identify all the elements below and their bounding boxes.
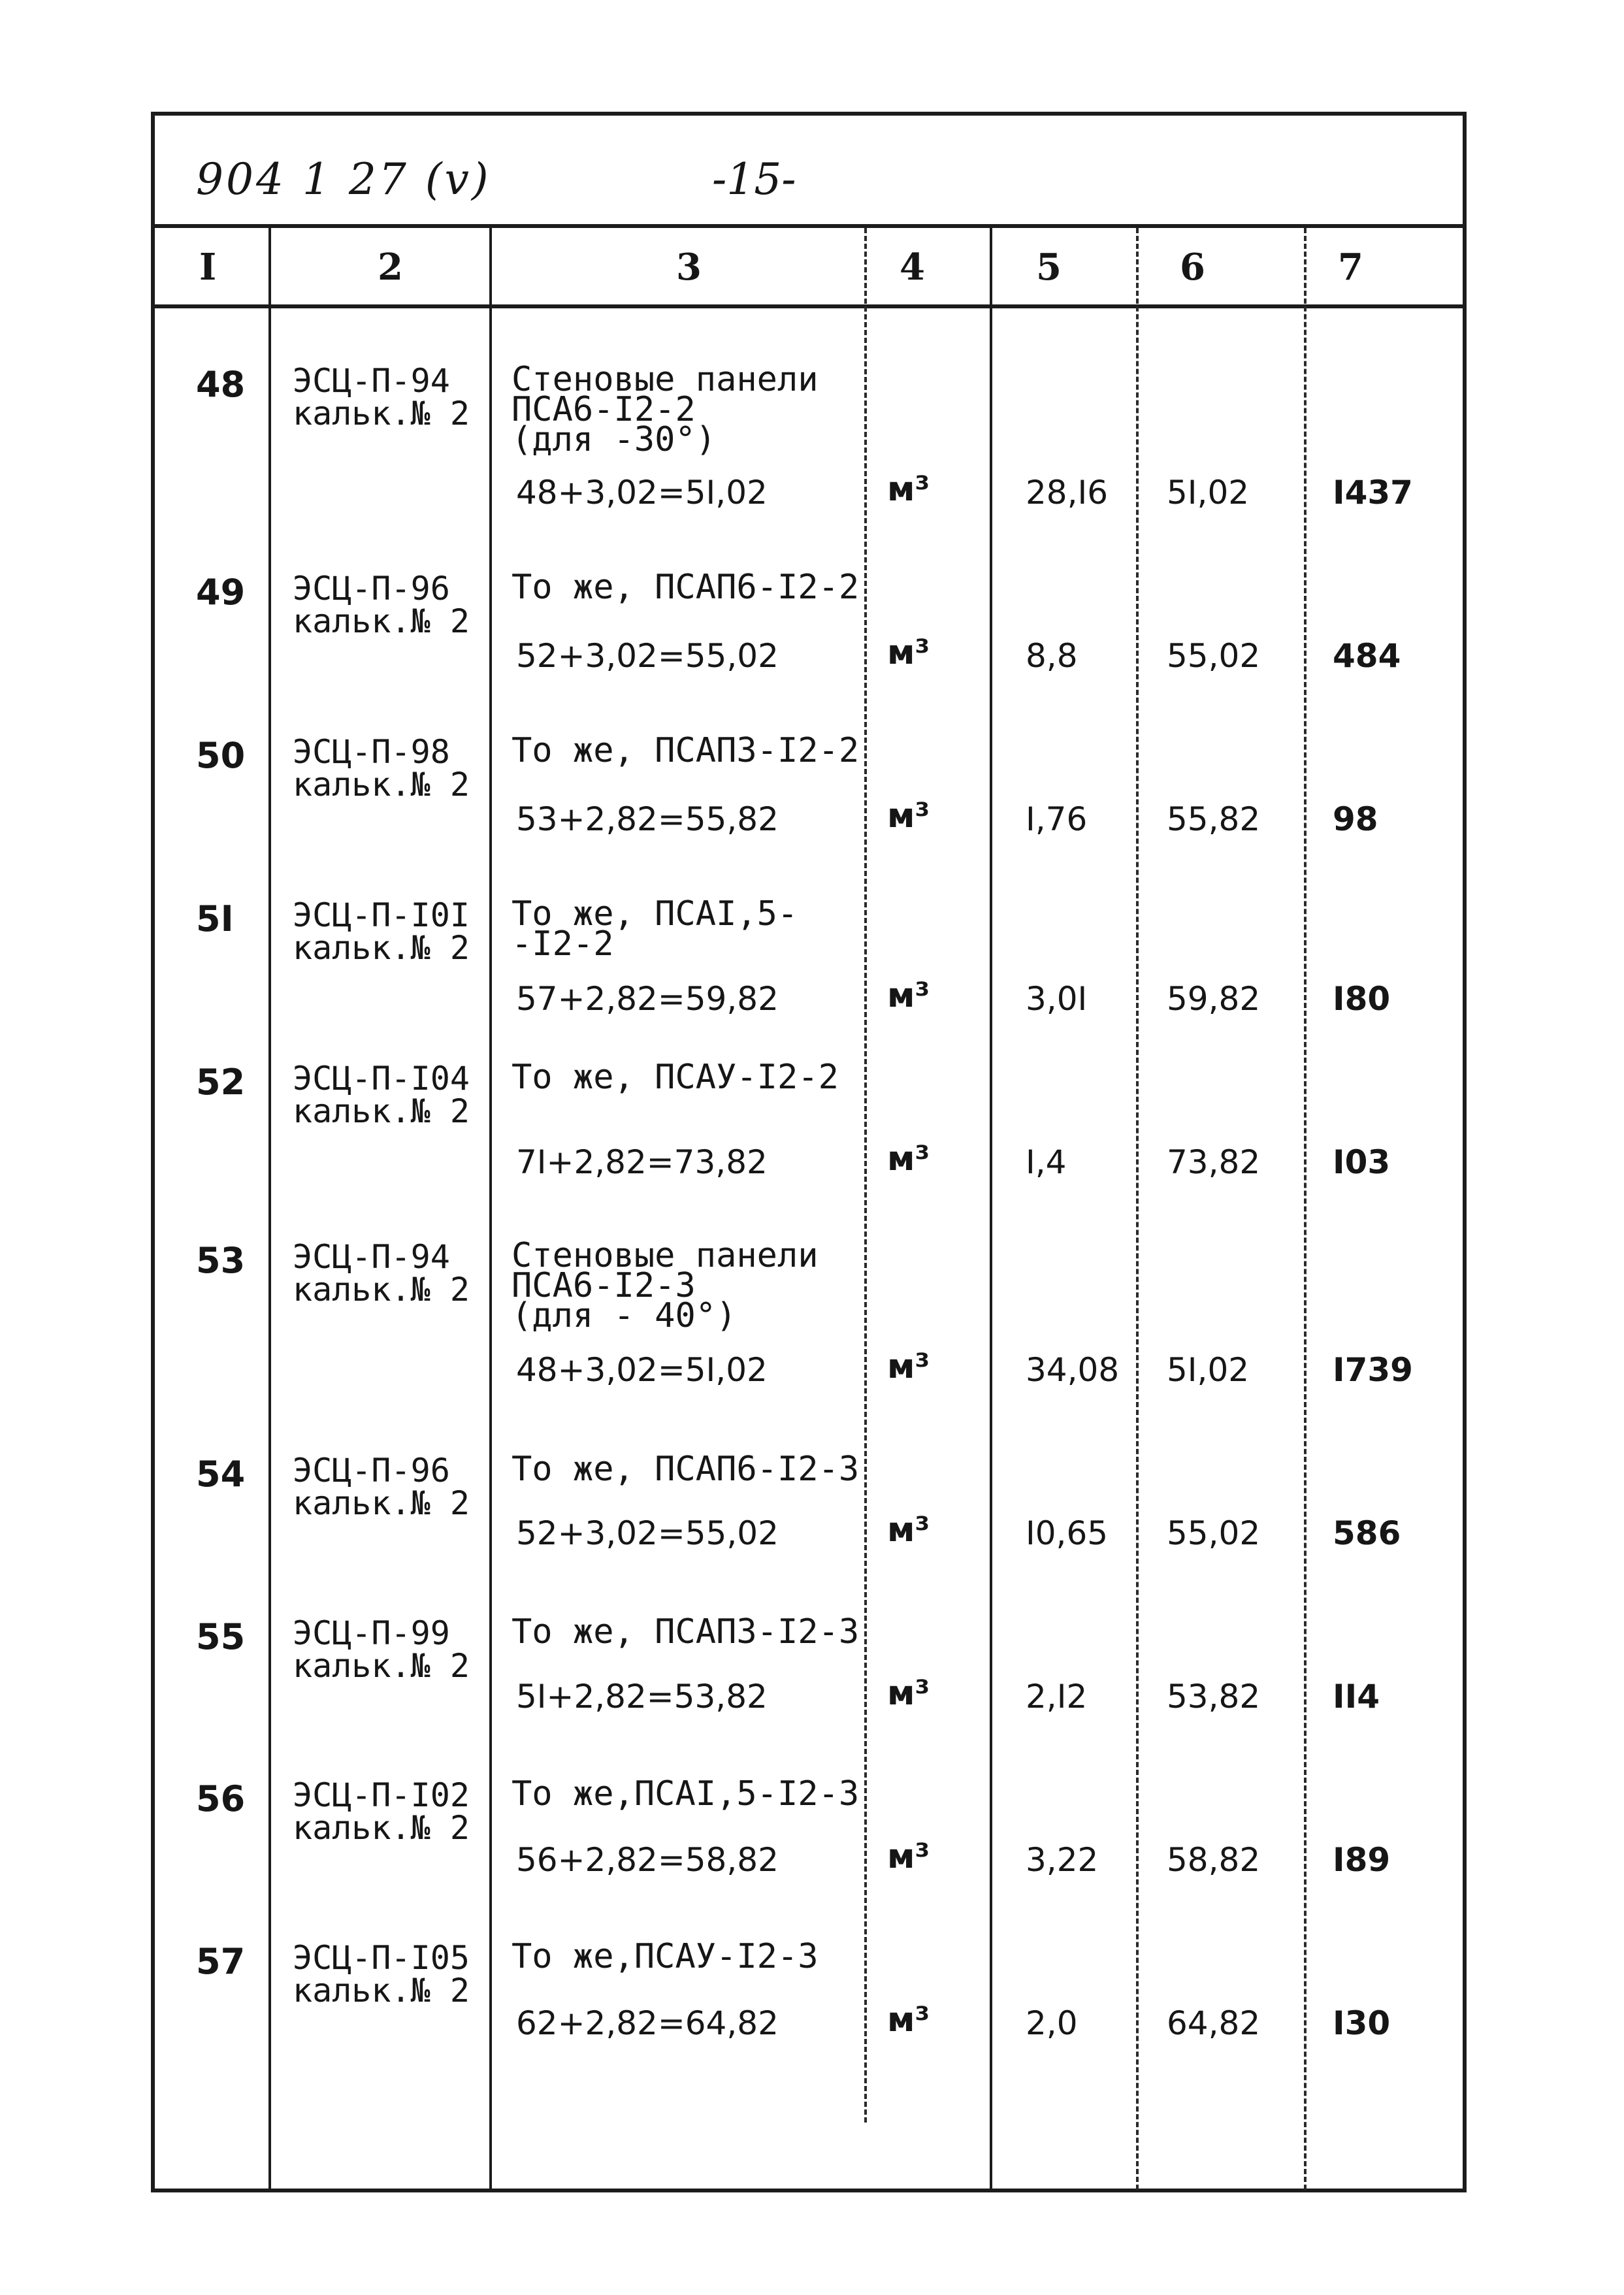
unit: м³ [887, 633, 930, 672]
description-line: То же,ПСАI,5-I2-3 [512, 1774, 860, 1814]
reference-code-line: ЭСЦ-П-I02 [293, 1776, 470, 1814]
calculation: 5I+2,82=53,82 [516, 1678, 768, 1716]
calculation: 56+2,82=58,82 [516, 1841, 779, 1879]
description-line: То же,ПСАУ-I2-3 [512, 1937, 819, 1976]
description-line: Стеновые панели [512, 1236, 819, 1275]
calculation: 48+3,02=5I,02 [516, 1351, 768, 1389]
calculation: 52+3,02=55,02 [516, 637, 779, 675]
description-line: (для -30°) [512, 420, 717, 459]
row-number: 5I [196, 898, 234, 939]
column-header-3: 3 [676, 246, 702, 289]
unit: м³ [887, 1347, 930, 1386]
reference-code-line: ЭСЦ-П-96 [293, 1452, 450, 1489]
column-header-2: 2 [378, 246, 403, 289]
value-col-7: II4 [1333, 1678, 1380, 1716]
reference-code-line: кальк.№ 2 [293, 1972, 470, 2010]
column-header-4: 4 [900, 246, 925, 289]
value-col-7: I03 [1333, 1143, 1391, 1181]
col-divider-3 [864, 228, 867, 2123]
description-line: То же, ПСАП3-I2-2 [512, 731, 860, 770]
description-line: То же, ПСАУ-I2-2 [512, 1058, 839, 1097]
col-divider-6 [1304, 228, 1307, 2190]
value-col-5: 8,8 [1026, 637, 1078, 675]
reference-code-line: кальк.№ 2 [293, 1484, 470, 1522]
value-col-5: 28,I6 [1026, 474, 1109, 512]
row-number: 48 [196, 364, 246, 405]
row-number: 55 [196, 1616, 246, 1657]
row-number: 53 [196, 1240, 246, 1281]
col-divider-5 [1136, 228, 1139, 2190]
description-line: То же, ПСАП3-I2-3 [512, 1612, 860, 1652]
calculation: 53+2,82=55,82 [516, 800, 779, 838]
reference-code-line: ЭСЦ-П-94 [293, 362, 450, 400]
value-col-6: 55,02 [1167, 637, 1261, 675]
reference-code-line: кальк.№ 2 [293, 1809, 470, 1847]
calculation: 52+3,02=55,02 [516, 1514, 779, 1552]
row-number: 50 [196, 735, 246, 776]
value-col-7: I30 [1333, 2004, 1391, 2042]
value-col-5: I0,65 [1026, 1514, 1109, 1552]
reference-code-line: ЭСЦ-П-I04 [293, 1060, 470, 1098]
reference-code-line: кальк.№ 2 [293, 1271, 470, 1309]
reference-code-line: кальк.№ 2 [293, 395, 470, 432]
description-line: -I2-2 [512, 924, 614, 964]
unit: м³ [887, 470, 930, 509]
value-col-5: 2,0 [1026, 2004, 1078, 2042]
calculation: 57+2,82=59,82 [516, 980, 779, 1018]
reference-code-line: ЭСЦ-П-98 [293, 733, 450, 771]
value-col-7: 98 [1333, 800, 1378, 838]
value-col-7: 586 [1333, 1514, 1401, 1552]
document-code: 904 1 27 (v) [196, 154, 491, 204]
value-col-6: 73,82 [1167, 1143, 1261, 1181]
page-number: -15- [712, 154, 796, 204]
value-col-6: 58,82 [1167, 1841, 1261, 1879]
value-col-5: 34,08 [1026, 1351, 1120, 1389]
column-header-5: 5 [1036, 246, 1062, 289]
value-col-7: I80 [1333, 980, 1391, 1018]
value-col-6: 5I,02 [1167, 1351, 1250, 1389]
value-col-7: I739 [1333, 1351, 1413, 1389]
calculation: 48+3,02=5I,02 [516, 474, 768, 512]
value-col-6: 55,82 [1167, 800, 1261, 838]
description-line: То же, ПСАI,5- [512, 894, 798, 934]
reference-code-line: ЭСЦ-П-96 [293, 570, 450, 608]
col-divider-1 [268, 228, 271, 2190]
unit: м³ [887, 1139, 930, 1179]
unit: м³ [887, 2000, 930, 2040]
reference-code-line: кальк.№ 2 [293, 1647, 470, 1685]
reference-code-line: ЭСЦ-П-I0I [293, 896, 470, 934]
calculation: 7I+2,82=73,82 [516, 1143, 768, 1181]
reference-code-line: кальк.№ 2 [293, 929, 470, 967]
description-line: (для - 40°) [512, 1296, 737, 1335]
unit: м³ [887, 796, 930, 836]
reference-code-line: ЭСЦ-П-I05 [293, 1939, 470, 1977]
column-header-1: I [199, 246, 217, 289]
value-col-6: 5I,02 [1167, 474, 1250, 512]
value-col-5: 3,22 [1026, 1841, 1099, 1879]
value-col-7: I89 [1333, 1841, 1391, 1879]
row-number: 52 [196, 1062, 246, 1103]
column-header-divider [151, 304, 1467, 308]
row-number: 56 [196, 1778, 246, 1819]
value-col-5: I,4 [1026, 1143, 1067, 1181]
description-line: ПСА6-I2-2 [512, 390, 696, 429]
unit: м³ [887, 1837, 930, 1876]
unit: м³ [887, 1510, 930, 1550]
column-header-6: 6 [1180, 246, 1205, 289]
value-col-5: I,76 [1026, 800, 1088, 838]
description-line: То же, ПСАП6-I2-3 [512, 1450, 860, 1489]
row-number: 49 [196, 572, 246, 613]
value-col-6: 59,82 [1167, 980, 1261, 1018]
value-col-6: 53,82 [1167, 1678, 1261, 1716]
value-col-7: 484 [1333, 637, 1401, 675]
col-divider-4 [990, 228, 992, 2190]
description-line: То же, ПСАП6-I2-2 [512, 568, 860, 607]
description-line: ПСА6-I2-3 [512, 1266, 696, 1305]
value-col-7: I437 [1333, 474, 1413, 512]
reference-code-line: кальк.№ 2 [293, 1092, 470, 1130]
row-number: 57 [196, 1941, 246, 1982]
reference-code-line: кальк.№ 2 [293, 602, 470, 640]
description-line: Стеновые панели [512, 360, 819, 399]
reference-code-line: ЭСЦ-П-99 [293, 1614, 450, 1652]
reference-code-line: кальк.№ 2 [293, 766, 470, 804]
unit: м³ [887, 976, 930, 1015]
value-col-6: 64,82 [1167, 2004, 1261, 2042]
calculation: 62+2,82=64,82 [516, 2004, 779, 2042]
header-divider [151, 224, 1467, 228]
value-col-5: 2,I2 [1026, 1678, 1088, 1716]
column-header-7: 7 [1338, 246, 1363, 289]
value-col-5: 3,0I [1026, 980, 1088, 1018]
col-divider-2 [489, 228, 492, 2190]
row-number: 54 [196, 1454, 246, 1495]
value-col-6: 55,02 [1167, 1514, 1261, 1552]
reference-code-line: ЭСЦ-П-94 [293, 1238, 450, 1276]
unit: м³ [887, 1674, 930, 1713]
